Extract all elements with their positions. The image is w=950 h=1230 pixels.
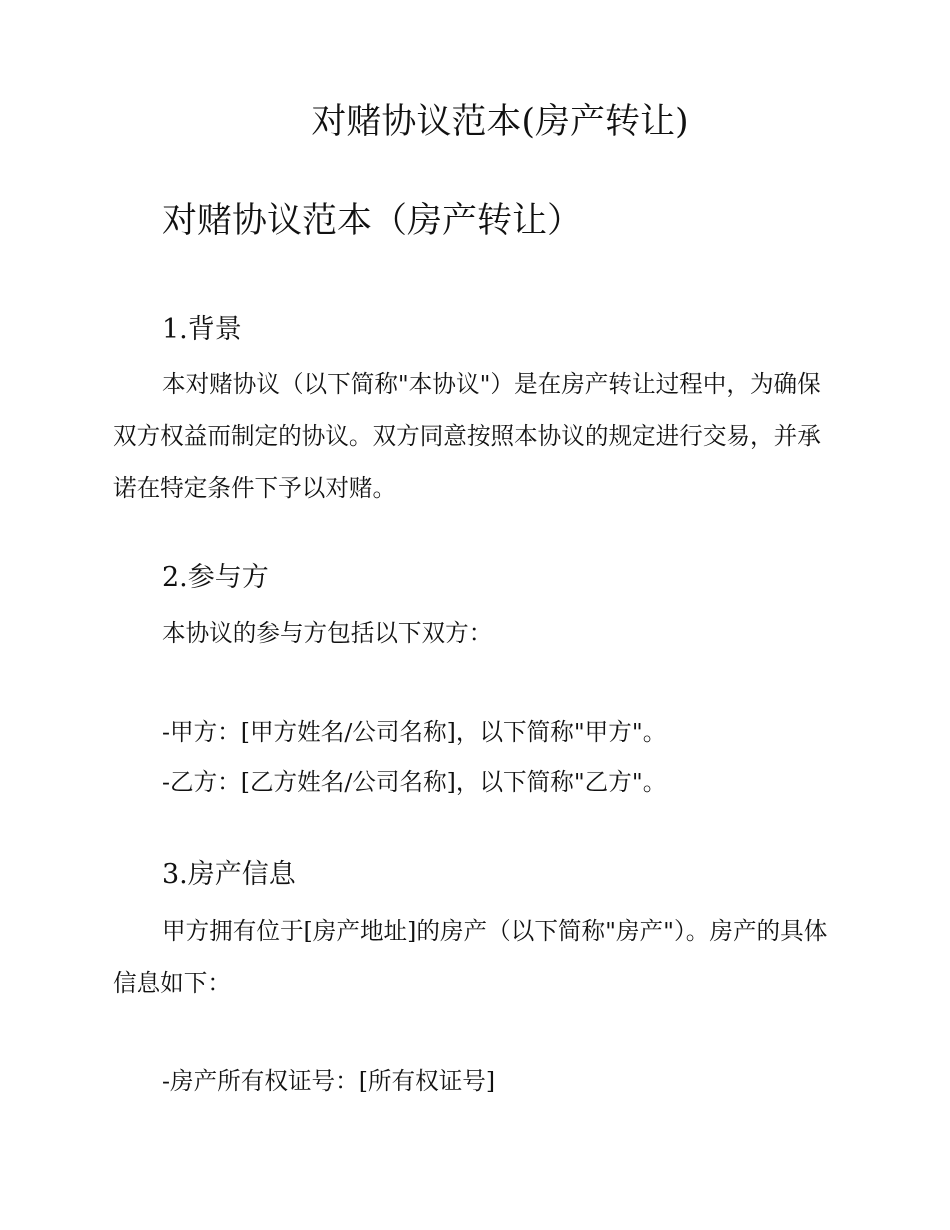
section-paragraph-property-info: 甲方拥有位于[房产地址]的房产（以下简称"房产"）。房产的具体信息如下：	[113, 917, 828, 997]
document-title: 对赌协议范本(房产转让)	[311, 102, 689, 142]
section-heading-parties: 2.参与方	[162, 562, 269, 593]
list-item-party-b: -乙方：[乙方姓名/公司名称]，以下简称"乙方"。	[162, 768, 667, 796]
section-paragraph-background: 本对赌协议（以下简称"本协议"）是在房产转让过程中，为确保双方权益而制定的协议。双方同意按照本协议的规定进行交易，并承诺在特定条件下予以对赌。	[113, 370, 821, 502]
section-paragraph-parties: 本协议的参与方包括以下双方：	[162, 619, 493, 647]
section-heading-property-info: 3.房产信息	[162, 859, 296, 890]
list-item-ownership-certificate: -房产所有权证号：[所有权证号]	[162, 1067, 496, 1095]
document-subtitle: 对赌协议范本（房产转让）	[162, 201, 583, 241]
list-item-party-a: -甲方：[甲方姓名/公司名称]，以下简称"甲方"。	[162, 718, 667, 746]
section-heading-background: 1.背景	[162, 314, 242, 345]
